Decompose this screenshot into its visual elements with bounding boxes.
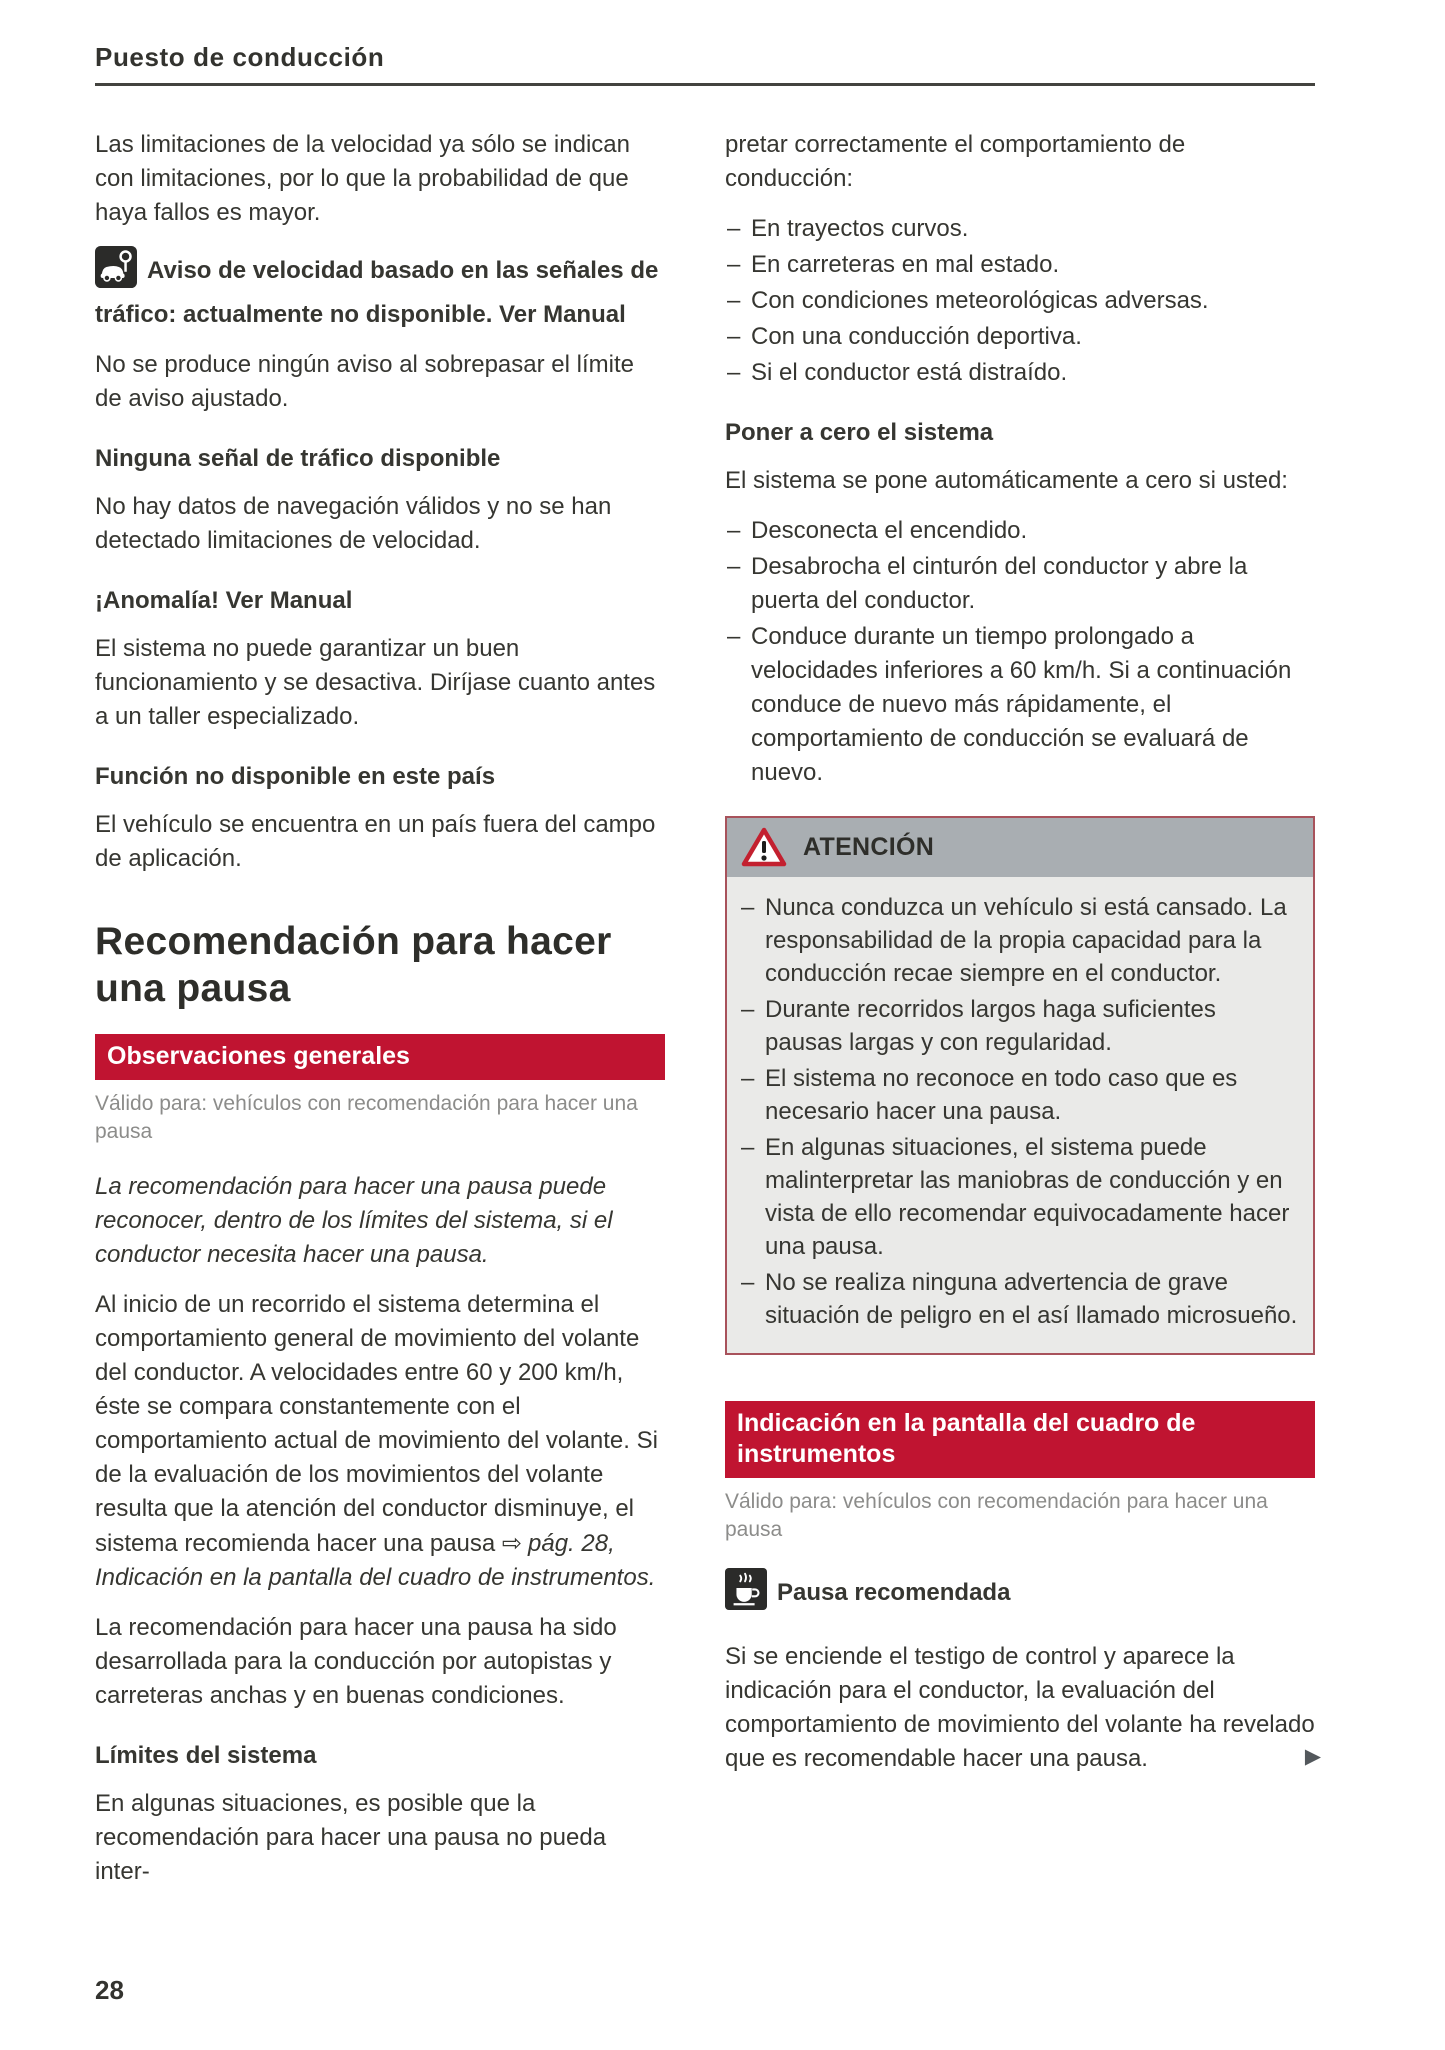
page-reference-arrow-icon: ⇨ — [501, 1529, 523, 1557]
list-item: – En algunas situaciones, el sistema puede malinterpretar las maniobras de conducción y en vista de ello recomendar equivocadamente hacer una pausa. — [739, 1131, 1299, 1263]
subhead-anomaly: ¡Anomalía! Ver Manual — [95, 587, 353, 614]
columns — [95, 128, 1321, 1905]
paragraph-text: Si se enciende el testigo de control y aparece la indicación para el conductor, la evaluación del comportamiento de movimiento del volante ha revelado que es recomendable hacer una pausa. — [725, 1643, 1315, 1772]
pause-recommended-heading — [725, 1568, 1315, 1620]
continuation-arrow-icon: ▶ — [1304, 1744, 1321, 1768]
paragraph-with-reference — [95, 1288, 665, 1595]
paragraph: Las limitaciones de la velocidad ya sólo se indican con limitaciones, por lo que la probabilidad de que haya fallos es mayor. — [95, 131, 630, 226]
right-column — [725, 128, 1321, 1905]
attention-header — [727, 818, 1313, 877]
list-item: – Desabrocha el cinturón del conductor y abre la puerta del conductor. — [725, 550, 1315, 618]
pause-recommended-text: Pausa recomendada — [777, 1579, 1011, 1606]
paragraph: En algunas situaciones, es posible que la recomendación para hacer una pausa no pueda inter- — [95, 1790, 607, 1885]
list-item: – En trayectos curvos. — [725, 212, 1315, 246]
speed-warning-message — [95, 246, 665, 332]
paragraph: No se produce ningún aviso al sobrepasar el límite de aviso ajustado. — [95, 351, 634, 412]
list-item: – Con una conducción deportiva. — [725, 320, 1315, 354]
list-item: – Desconecta el encendido. — [725, 514, 1315, 548]
subhead-country: Función no disponible en este país — [95, 763, 496, 790]
attention-list — [739, 891, 1299, 1332]
paragraph: La recomendación para hacer una pausa ha sido desarrollada para la conducción por autopistas y carreteras anchas y en buenas condiciones. — [95, 1614, 617, 1709]
situations-list — [725, 212, 1315, 390]
section-title: Recomendación para hacer una pausa — [95, 920, 612, 1010]
list-item: – El sistema no reconoce en todo caso que es necesario hacer una pausa. — [739, 1062, 1299, 1128]
page-reference: pág. 28, Indicación en la pantalla del cuadro de instrumentos. — [95, 1530, 656, 1591]
lead-paragraph: La recomendación para hacer una pausa puede reconocer, dentro de los límites del sistema, si el conductor necesita hacer una pausa. — [95, 1173, 613, 1268]
paragraph: El vehículo se encuentra en un país fuera del campo de aplicación. — [95, 811, 656, 872]
list-item: – No se realiza ninguna advertencia de grave situación de peligro en el así llamado microsueño. — [739, 1266, 1299, 1332]
paragraph: El sistema no puede garantizar un buen funcionamiento y se desactiva. Diríjase cuanto antes a un taller especializado. — [95, 635, 656, 730]
list-item: – Conduce durante un tiempo prolongado a velocidades inferiores a 60 km/h. Si a continuación conduce de nuevo más rápidamente, el comportamiento de conducción se evaluará de nuevo. — [725, 620, 1315, 790]
left-column — [95, 128, 665, 1905]
page-title: Puesto de conducción — [95, 42, 385, 72]
warning-triangle-icon — [741, 827, 787, 868]
paragraph-with-continuation — [725, 1640, 1321, 1776]
attention-title: ATENCIÓN — [803, 833, 935, 861]
subhead-reset-system: Poner a cero el sistema — [725, 419, 994, 446]
attention-warning-box — [725, 816, 1315, 1355]
list-item: – Con condiciones meteorológicas adversas. — [725, 284, 1315, 318]
paragraph: El sistema se pone automáticamente a cero si usted: — [725, 467, 1288, 494]
list-item: – Durante recorridos largos haga suficientes pausas largas y con regularidad. — [739, 993, 1299, 1059]
validity-note: Válido para: vehículos con recomendación para hacer una pausa — [95, 1092, 638, 1143]
paragraph: No hay datos de navegación válidos y no se han detectado limitaciones de velocidad. — [95, 493, 612, 554]
section-banner-instrument-display: Indicación en la pantalla del cuadro de instrumentos — [725, 1401, 1315, 1478]
subhead-system-limits: Límites del sistema — [95, 1742, 317, 1769]
header-rule — [95, 83, 1315, 86]
reset-conditions-list — [725, 514, 1315, 790]
car-traffic-sign-icon — [95, 246, 137, 298]
list-item: – Nunca conduzca un vehículo si está cansado. La responsabilidad de la propia capacidad para la conducción recae siempre en el conductor. — [739, 891, 1299, 990]
speed-warning-text: Aviso de velocidad basado en las señales de tráfico: actualmente no disponible. Ver Manual — [95, 257, 659, 328]
list-item: – En carreteras en mal estado. — [725, 248, 1315, 282]
paragraph-text: Al inicio de un recorrido el sistema determina el comportamiento general de movimiento del volante del conductor. A velocidades entre 60 y 200 km/h, éste se compara constantemente con el comportamiento actual de movimiento del volante. Si de la evaluación de los movimientos del volante resulta que la atención del conductor disminuye, el sistema recomienda hacer una pausa — [95, 1291, 658, 1557]
subhead-no-signal: Ninguna señal de tráfico disponible — [95, 445, 501, 472]
section-banner-general-remarks: Observaciones generales — [95, 1034, 665, 1080]
coffee-cup-icon — [725, 1568, 767, 1620]
paragraph: pretar correctamente el comportamiento de conducción: — [725, 131, 1186, 192]
attention-body — [727, 877, 1313, 1353]
list-item: – Si el conductor está distraído. — [725, 356, 1315, 390]
validity-note: Válido para: vehículos con recomendación para hacer una pausa — [725, 1490, 1268, 1541]
page-number: 28 — [95, 1975, 124, 2005]
